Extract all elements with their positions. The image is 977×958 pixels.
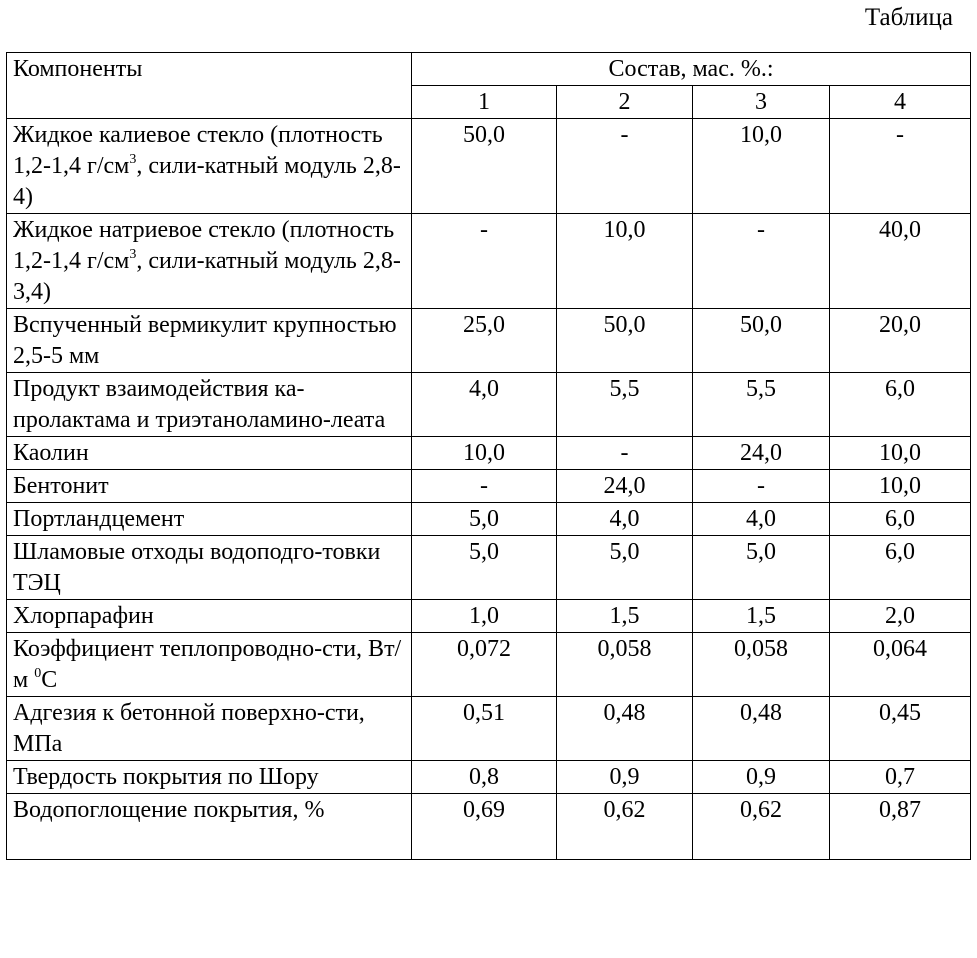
value-cell-2: 5,5 xyxy=(557,373,693,437)
value-cell-4: 10,0 xyxy=(830,470,971,503)
value-cell-3: 0,62 xyxy=(693,794,830,860)
value-cell-3: 0,48 xyxy=(693,697,830,761)
component-name xyxy=(7,373,412,437)
component-text: Коэффициент теплопроводно-сти, Вт/м xyxy=(13,636,402,693)
value-cell-2: 0,48 xyxy=(557,697,693,761)
component-text: Портландцемент xyxy=(13,506,185,532)
component-name xyxy=(7,437,412,470)
table-row xyxy=(7,214,971,309)
value-cell-3: 0,9 xyxy=(693,761,830,794)
value-cell-2: - xyxy=(557,437,693,470)
table-row xyxy=(7,761,971,794)
table-row xyxy=(7,309,971,373)
component-text: Продукт взаимодействия ка-пролактама и триэтаноламино-леата xyxy=(13,376,386,433)
table-row xyxy=(7,600,971,633)
value-cell-3: 1,5 xyxy=(693,600,830,633)
table-row xyxy=(7,633,971,697)
value-cell-3: 0,058 xyxy=(693,633,830,697)
value-cell-4: 6,0 xyxy=(830,373,971,437)
component-text: , сили-катный модуль 2,8-3,4) xyxy=(13,248,401,305)
component-name xyxy=(7,214,412,309)
value-cell-2: - xyxy=(557,119,693,214)
value-cell-4: 0,064 xyxy=(830,633,971,697)
component-text: С xyxy=(41,667,58,693)
value-cell-2: 50,0 xyxy=(557,309,693,373)
value-cell-1: 1,0 xyxy=(412,600,557,633)
component-name xyxy=(7,633,412,697)
component-name xyxy=(7,119,412,214)
component-name xyxy=(7,536,412,600)
component-text: Бентонит xyxy=(13,473,109,499)
value-cell-3: 10,0 xyxy=(693,119,830,214)
value-cell-3: 4,0 xyxy=(693,503,830,536)
table-row xyxy=(7,794,971,860)
component-name xyxy=(7,503,412,536)
value-cell-4: 0,87 xyxy=(830,794,971,860)
superscript: 0 xyxy=(34,666,42,681)
header-column-1: 1 xyxy=(412,86,557,119)
component-name xyxy=(7,470,412,503)
value-cell-4: 40,0 xyxy=(830,214,971,309)
value-cell-2: 24,0 xyxy=(557,470,693,503)
component-text: Адгезия к бетонной поверхно-сти, МПа xyxy=(13,700,365,757)
component-name xyxy=(7,761,412,794)
value-cell-4: 20,0 xyxy=(830,309,971,373)
value-cell-2: 0,058 xyxy=(557,633,693,697)
value-cell-4: 6,0 xyxy=(830,503,971,536)
component-text: Шламовые отходы водоподго-товки ТЭЦ xyxy=(13,539,381,596)
component-text: Вспученный вермикулит крупностью 2,5-5 мм xyxy=(13,312,397,369)
superscript: 3 xyxy=(129,152,137,167)
header-composition: Состав, мас. %.: xyxy=(412,53,971,86)
value-cell-4: 10,0 xyxy=(830,437,971,470)
value-cell-1: 25,0 xyxy=(412,309,557,373)
component-name xyxy=(7,309,412,373)
value-cell-4: 0,45 xyxy=(830,697,971,761)
value-cell-3: 5,0 xyxy=(693,536,830,600)
table-row xyxy=(7,697,971,761)
value-cell-1: 5,0 xyxy=(412,536,557,600)
value-cell-1: - xyxy=(412,470,557,503)
table-row xyxy=(7,470,971,503)
value-cell-4: 0,7 xyxy=(830,761,971,794)
header-column-3: 3 xyxy=(693,86,830,119)
table-row xyxy=(7,503,971,536)
table-row xyxy=(7,536,971,600)
value-cell-3: 50,0 xyxy=(693,309,830,373)
value-cell-2: 0,62 xyxy=(557,794,693,860)
value-cell-3: 24,0 xyxy=(693,437,830,470)
value-cell-2: 0,9 xyxy=(557,761,693,794)
value-cell-1: 0,8 xyxy=(412,761,557,794)
component-name xyxy=(7,697,412,761)
value-cell-2: 1,5 xyxy=(557,600,693,633)
value-cell-1: 0,072 xyxy=(412,633,557,697)
header-column-4: 4 xyxy=(830,86,971,119)
component-name xyxy=(7,600,412,633)
table-row xyxy=(7,373,971,437)
value-cell-2: 5,0 xyxy=(557,536,693,600)
value-cell-1: 4,0 xyxy=(412,373,557,437)
value-cell-1: 10,0 xyxy=(412,437,557,470)
component-text: Жидкое натриевое стекло (плотность 1,2-1,4 г/см xyxy=(13,217,395,274)
value-cell-3: 5,5 xyxy=(693,373,830,437)
value-cell-4: 2,0 xyxy=(830,600,971,633)
header-components: Компоненты xyxy=(7,53,412,119)
value-cell-2: 4,0 xyxy=(557,503,693,536)
header-row xyxy=(7,53,971,86)
value-cell-1: 5,0 xyxy=(412,503,557,536)
superscript: 3 xyxy=(129,247,137,262)
component-text: , сили-катный модуль 2,8-4) xyxy=(13,153,401,210)
component-text: Водопоглощение покрытия, % xyxy=(13,797,325,823)
table-row xyxy=(7,119,971,214)
component-name xyxy=(7,794,412,860)
value-cell-4: 6,0 xyxy=(830,536,971,600)
value-cell-1: 0,51 xyxy=(412,697,557,761)
value-cell-1: 50,0 xyxy=(412,119,557,214)
value-cell-1: - xyxy=(412,214,557,309)
header-column-2: 2 xyxy=(557,86,693,119)
value-cell-4: - xyxy=(830,119,971,214)
composition-table xyxy=(6,52,971,860)
value-cell-3: - xyxy=(693,470,830,503)
component-text: Хлорпарафин xyxy=(13,603,154,629)
component-text: Жидкое калиевое стекло (плотность 1,2-1,4 г/см xyxy=(13,122,383,179)
table-row xyxy=(7,437,971,470)
table-caption: Таблица xyxy=(864,4,953,31)
component-text: Твердость покрытия по Шору xyxy=(13,764,319,790)
value-cell-3: - xyxy=(693,214,830,309)
value-cell-2: 10,0 xyxy=(557,214,693,309)
value-cell-1: 0,69 xyxy=(412,794,557,860)
component-text: Каолин xyxy=(13,440,89,466)
